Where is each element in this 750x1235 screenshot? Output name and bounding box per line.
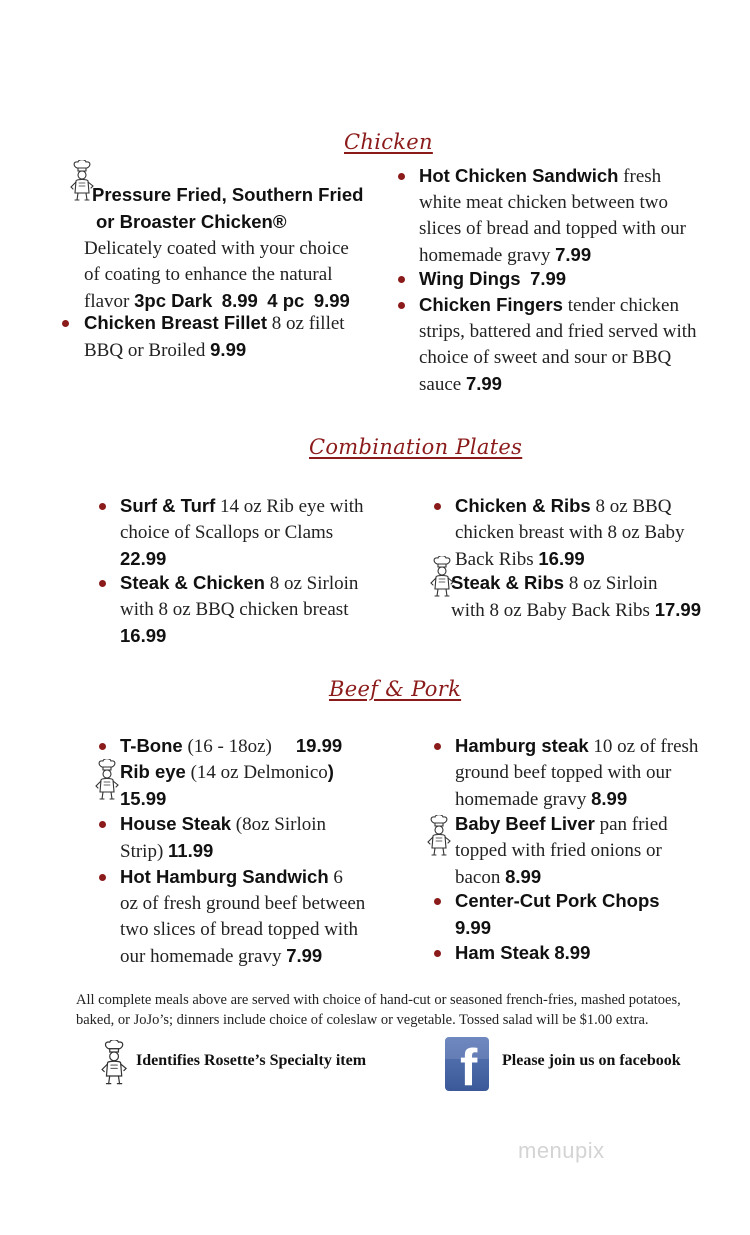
item-name: T-Bone — [120, 735, 183, 756]
item-description: 8 oz fillet — [267, 313, 345, 334]
bullet — [398, 276, 405, 283]
item-price: 19.99 — [295, 735, 343, 756]
menu-item-steak-ribs — [451, 570, 731, 624]
item-description: two slices of bread topped with — [120, 919, 358, 940]
item-description: Delicately coated with your choice — [84, 238, 349, 259]
menu-item-chicken-ribs — [455, 493, 725, 573]
item-price: 11.99 — [168, 840, 214, 861]
item-description: tender chicken — [562, 295, 679, 316]
item-price: 9.99 — [210, 339, 247, 360]
item-description: 14 oz Rib eye with — [215, 496, 364, 517]
item-description: 8 oz Sirloin — [564, 573, 658, 594]
item-name: Chicken & Ribs — [455, 495, 591, 516]
facebook-link-text[interactable]: Please join us on facebook — [502, 1052, 681, 1069]
item-name: Rib eye — [120, 761, 186, 782]
item-price: 7.99 — [530, 268, 567, 289]
item-price: 16.99 — [538, 548, 585, 569]
item-name: House Steak — [120, 813, 232, 834]
chef-icon — [93, 759, 119, 803]
menu-item-chicken-breast-fillet — [84, 310, 384, 364]
menu-item-ham-steak — [455, 940, 735, 967]
item-description: with 8 oz Baby Back Ribs — [451, 600, 655, 621]
footer-note-line: All complete meals above are served with choice of hand-cut or seasoned french-fries, mashed potatoes, — [76, 992, 681, 1008]
item-description: 8 oz BBQ — [590, 496, 672, 517]
item-name: Hamburg steak — [455, 735, 589, 756]
item-price: 8.99 — [505, 866, 542, 887]
item-description: homemade gravy — [419, 245, 556, 266]
watermark: menupix — [518, 1138, 605, 1163]
item-description: (14 oz Delmonico — [185, 762, 328, 783]
item-description: strips, battered and fried served with — [419, 321, 697, 342]
specialty-legend: Identifies Rosette’s Specialty item — [136, 1052, 367, 1069]
item-description: choice of Scallops or Clams — [120, 522, 334, 543]
bullet — [99, 580, 106, 587]
item-price: 7.99 — [286, 945, 323, 966]
item-description: 8 oz Sirloin — [264, 573, 359, 594]
section-title-beef-pork: Beef & Pork — [329, 677, 462, 701]
menu-item-hot-chicken-sandwich — [419, 163, 709, 269]
item-name: Center-Cut Pork Chops — [455, 890, 660, 911]
menu-item-hamburg-steak — [455, 733, 735, 813]
item-description: BBQ or Broiled — [84, 340, 211, 361]
bullet — [398, 173, 405, 180]
item-name: Chicken Fingers — [419, 294, 563, 315]
chef-icon — [98, 1040, 128, 1088]
item-description: Strip) — [120, 841, 169, 862]
menu-item-chicken-fingers — [419, 292, 719, 398]
item-description: slices of bread and topped with our — [419, 218, 686, 239]
item-name: Steak & Ribs — [451, 572, 565, 593]
item-name: Steak & Chicken — [120, 572, 265, 593]
section-title-combination-plates: Combination Plates — [309, 435, 523, 459]
item-option: 3pc Dark — [134, 290, 213, 311]
facebook-icon-letter: f — [460, 1039, 478, 1091]
item-description: sauce — [419, 374, 466, 395]
item-description: 10 oz of fresh — [588, 736, 699, 757]
item-price: 9.99 — [313, 290, 350, 311]
menu-item-hot-hamburg-sandwich — [120, 864, 400, 970]
item-description-close: ) — [327, 761, 334, 782]
item-name: Hot Hamburg Sandwich — [120, 866, 329, 887]
item-price: 8.99 — [221, 290, 258, 311]
item-name: Wing Dings — [419, 268, 521, 289]
item-price: 22.99 — [120, 548, 167, 569]
item-name: Ham Steak — [455, 942, 550, 963]
item-price: 8.99 — [591, 788, 628, 809]
item-name: Chicken Breast Fillet — [84, 312, 268, 333]
item-description: oz of fresh ground beef between — [120, 893, 366, 914]
menu-item-wing-dings — [419, 266, 709, 293]
chef-icon — [425, 815, 451, 859]
item-description: flavor — [84, 291, 135, 312]
menu-item-house-steak — [120, 811, 400, 865]
item-description: our homemade gravy — [120, 946, 287, 967]
menu-item-tbone — [120, 733, 400, 760]
footer-note-line: baked, or JoJo’s; dinners include choice of coleslaw or vegetable. Tossed salad will be $1.00 extra. — [76, 1012, 649, 1028]
item-price: 7.99 — [555, 244, 592, 265]
menu-item-pressure-fried-chicken — [84, 182, 384, 315]
item-description: (16 - 18oz) — [182, 736, 272, 757]
item-name: Hot Chicken Sandwich — [419, 165, 619, 186]
item-price: 9.99 — [455, 917, 492, 938]
item-name-cont: or Broaster Chicken® — [96, 211, 287, 232]
item-description: (8oz Sirloin — [231, 814, 327, 835]
bullet — [99, 874, 106, 881]
section-title-chicken: Chicken — [344, 130, 433, 154]
facebook-icon[interactable] — [445, 1037, 489, 1091]
bullet — [99, 821, 106, 828]
bullet — [62, 320, 69, 327]
item-name: Surf & Turf — [120, 495, 216, 516]
item-description: white meat chicken between two — [419, 192, 669, 213]
item-price: 8.99 — [554, 942, 591, 963]
bullet — [398, 302, 405, 309]
item-description: topped with fried onions or — [455, 840, 662, 861]
item-price: 7.99 — [465, 373, 502, 394]
item-description: homemade gravy — [455, 789, 592, 810]
item-name: Pressure Fried, Southern Fried — [92, 184, 364, 205]
footer-note — [76, 990, 686, 1030]
item-price: 15.99 — [120, 788, 167, 809]
bullet — [434, 743, 441, 750]
bullet — [99, 503, 106, 510]
bullet — [434, 950, 441, 957]
bullet — [99, 743, 106, 750]
item-description: chicken breast with 8 oz Baby — [455, 522, 685, 543]
bullet — [434, 503, 441, 510]
menu-item-baby-beef-liver — [455, 811, 735, 891]
menu-item-pork-chops — [455, 888, 735, 942]
item-description: choice of sweet and sour or BBQ — [419, 347, 672, 368]
menu-item-rib-eye — [120, 759, 400, 813]
item-description: ground beef topped with our — [455, 762, 672, 783]
menu-item-steak-chicken — [120, 570, 390, 650]
item-name: Baby Beef Liver — [455, 813, 595, 834]
item-price: 17.99 — [654, 599, 701, 620]
item-description: fresh — [618, 166, 662, 187]
item-description: 6 — [328, 867, 343, 888]
menu-item-surf-turf — [120, 493, 390, 573]
item-description: with 8 oz BBQ chicken breast — [120, 599, 349, 620]
item-option: 4 pc — [267, 290, 305, 311]
item-description: Back Ribs — [455, 549, 539, 570]
item-price: 16.99 — [120, 625, 167, 646]
item-description: of coating to enhance the natural — [84, 264, 333, 285]
item-description: pan fried — [594, 814, 668, 835]
bullet — [434, 898, 441, 905]
item-description: bacon — [455, 867, 506, 888]
